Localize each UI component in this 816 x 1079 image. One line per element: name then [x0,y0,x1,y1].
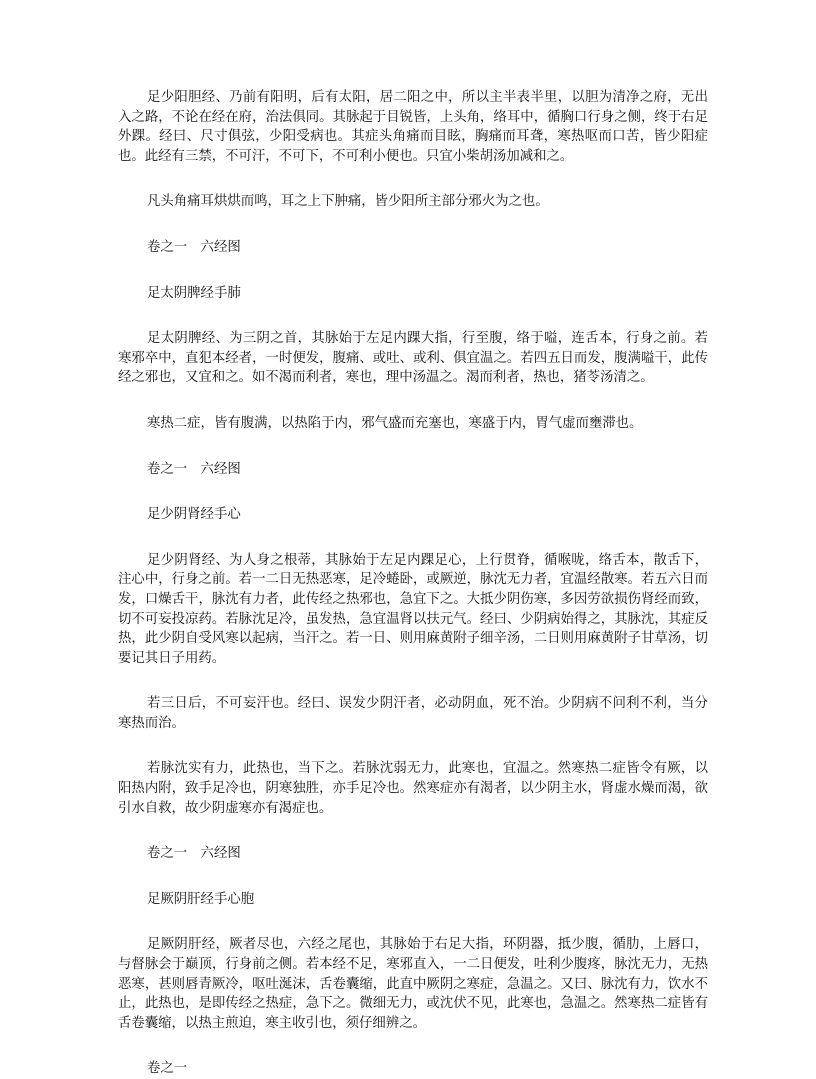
section-heading-jueyin: 足厥阴肝经手心胞 [147,891,255,907]
paragraph-after-three-days: 若三日后，不可妄汗也。经曰、误发少阴汗者，必动阴血，死不治。少阴病不问利不利，当分寒热而治。 [118,696,708,731]
chapter-marker: 卷之一 六经图 [147,461,241,477]
chapter-marker: 卷之一 六经图 [147,846,241,862]
paragraph-shaoyang-gallbladder: 足少阳胆经、乃前有阳明，后有太阳，居二阳之中，所以主半表半里，以胆为清净之府，无出入之路，不论在经在府，治法俱同。其脉起于目锐皆，上头角，络耳中，循胸口行身之侧，终于右足外踝。经曰、尺寸俱弦，少阳受病也。其症头角痛而目眩，胸痛而耳聋，寒热呕而口苦，皆少阳症也。此经有三禁，不可汗，不可下，不可利小便也。只宜小柴胡汤加减和之。 [118,90,708,164]
chapter-marker: 卷之一 六经图 [147,239,241,255]
paragraph-taiyin-spleen: 足太阴脾经、为三阴之首，其脉始于左足内踝大指，行至腹，络于嗌，连舌本，行身之前。若寒邪卒中，直犯本经者，一时便发，腹痛、或吐、或利、俱宜温之。若四五日而发，腹满嗌干，此传经之邪也，又宜和之。如不渴而利者，寒也，理中汤温之。渴而利者，热也，猪苓汤清之。 [118,331,708,386]
paragraph-pulse-strength: 若脉沈实有力，此热也，当下之。若脉沈弱无力，此寒也，宜温之。然寒热二症皆令有厥，以阳热内附，致手足冷也，阴寒独胜，亦手足冷也。然寒症亦有渴者，以少阴主水，肾虚水燥而渴，欲引水自救，故少阴虚寒亦有渴症也。 [118,761,708,816]
chapter-marker: 卷之一 [147,1061,188,1077]
paragraph-jueyin-liver: 足厥阴肝经，厥者尽也，六经之尾也，其脉始于右足大指，环阴器，抵少腹，循肋，上唇口，与督脉会于巅顶，行身前之侧。若本经不足，寒邪直入，一二日便发，吐利少腹疼，脉沈无力，无热恶寒，甚则唇青厥冷，呕吐涎沫，舌卷囊缩，此直中厥阴之寒症，急温之。又曰、脉沈有力，饮水不止，此热也，是即传经之热症，急下之。微细无力，或沈伏不见，此寒也，急温之。然寒热二症皆有舌卷囊缩，以热主煎迫，寒主收引也，须仔细辨之。 [118,937,708,1031]
document-page [118,88,708,1079]
section-heading-taiyin: 足太阴脾经手肺 [147,285,241,301]
paragraph-ear-pain: 凡头角痛耳烘烘而鸣，耳之上下肿痛，皆少阳所主部分邪火为之也。 [147,194,549,210]
paragraph-cold-heat-fullness: 寒热二症，皆有腹满，以热陷于内，邪气盛而充塞也，寒盛于内，胃气虚而壅滞也。 [147,415,643,431]
section-heading-shaoyin: 足少阴肾经手心 [147,507,241,523]
paragraph-shaoyin-kidney: 足少阴肾经、为人身之根蒂，其脉始于左足内踝足心，上行贯脊，循喉咙，络舌本，散舌下，注心中，行身之前。若一二日无热恶寒，足冷蜷卧，或厥逆，脉沈无力者，宜温经散寒。若五六日而发，口燥舌干，脉沈有力者，此传经之热邪也，急宜下之。大抵少阴伤寒，多因劳欲损伤肾经而致，切不可妄投凉药。若脉沈足冷，虽发热，急宜温肾以扶元气。经曰、少阴病始得之，其脉沈，其症反热，此少阴自受风寒以起病，当汗之。若一日、则用麻黄附子细辛汤，二日则用麻黄附子甘草汤，切要记其日子用药。 [118,552,708,666]
